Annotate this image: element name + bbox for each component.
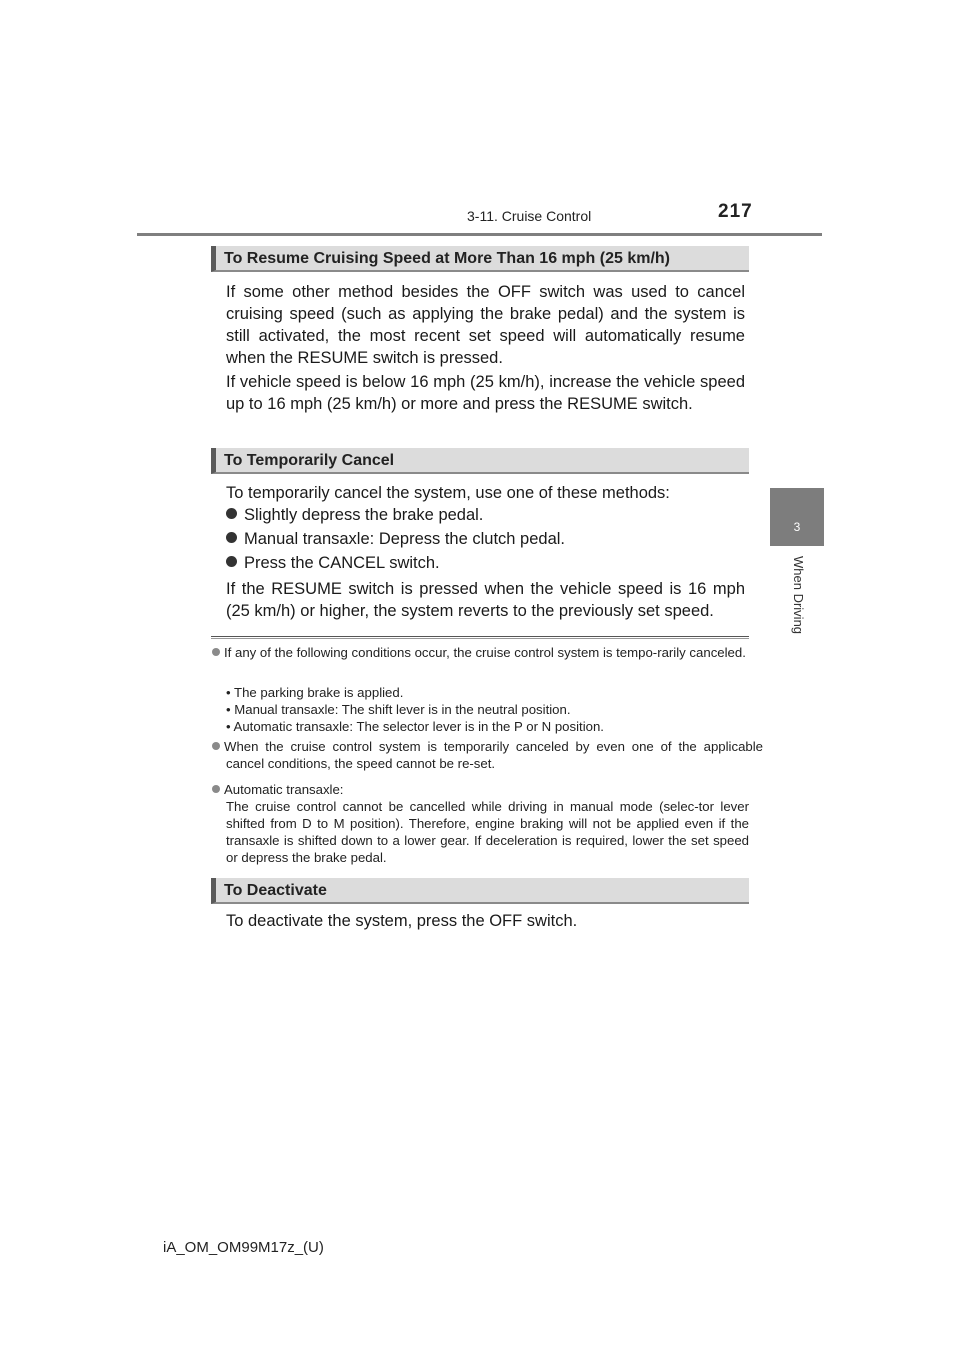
note-bullet-icon bbox=[212, 785, 220, 793]
list-item: • Automatic transaxle: The selector lever is in the P or N position. bbox=[226, 719, 604, 734]
bullet-icon bbox=[226, 556, 237, 567]
note-item: Automatic transaxle: The cruise control cannot be cancelled while driving in manual mode (selec-tor lever shifted from D to M position). Therefore, engine braking will not be applied even if the transaxle is shifted down to a lower gear. If deceleration is required, lower the set speed or depress the brake pedal. bbox=[212, 781, 749, 866]
paragraph: If some other method besides the OFF switch was used to cancel cruising speed (such as applying the brake pedal) and the system is still activated, the most recent set speed will automatically resume when the RESUME switch is pressed. bbox=[226, 283, 745, 367]
chapter-tab bbox=[770, 488, 824, 546]
list-item: Manual transaxle: Depress the clutch pedal. bbox=[226, 528, 565, 550]
note-item: When the cruise control system is temporarily canceled by even one of the applicable cancel conditions, the speed cannot be re-set. bbox=[212, 738, 763, 772]
note-divider bbox=[211, 638, 749, 639]
paragraph: If the RESUME switch is pressed when the vehicle speed is 16 mph (25 km/h) or higher, the system reverts to the previously set speed. bbox=[226, 580, 745, 620]
note-bullet-icon bbox=[212, 742, 220, 750]
section-heading-text: To Temporarily Cancel bbox=[224, 452, 395, 469]
note-bullet-icon bbox=[212, 648, 220, 656]
list-item: • The parking brake is applied. bbox=[226, 685, 404, 700]
paragraph: If vehicle speed is below 16 mph (25 km/h), increase the vehicle speed up to 16 mph (25 km/h) or more and press the RESUME switch. bbox=[226, 373, 745, 413]
paragraph: To temporarily cancel the system, use one of these methods: bbox=[226, 484, 670, 502]
header-divider bbox=[137, 233, 822, 236]
section-heading-cancel bbox=[211, 448, 749, 474]
note-sublist bbox=[226, 684, 746, 735]
bullet-icon bbox=[226, 532, 237, 543]
page-number: 217 bbox=[718, 201, 753, 222]
chapter-label: When Driving bbox=[791, 556, 806, 635]
bullet-icon bbox=[226, 508, 237, 519]
section-heading-text: To Deactivate bbox=[224, 882, 327, 899]
list-item: Press the CANCEL switch. bbox=[226, 552, 440, 574]
chapter-number: 3 bbox=[793, 520, 801, 534]
list-item: Slightly depress the brake pedal. bbox=[226, 504, 483, 526]
section-heading-text: To Resume Cruising Speed at More Than 16 mph (25 km/h) bbox=[224, 250, 671, 267]
section-heading-deactivate bbox=[211, 878, 749, 904]
list-item: • Manual transaxle: The shift lever is in the neutral position. bbox=[226, 702, 571, 717]
note-divider bbox=[211, 636, 749, 637]
section-title: 3-11. Cruise Control bbox=[467, 208, 592, 224]
document-code: iA_OM_OM99M17z_(U) bbox=[163, 1239, 324, 1256]
paragraph: To deactivate the system, press the OFF switch. bbox=[226, 912, 578, 930]
note-item: If any of the following conditions occur, the cruise control system is tempo-rarily canceled. bbox=[212, 644, 763, 661]
section-heading-resume bbox=[211, 246, 749, 272]
